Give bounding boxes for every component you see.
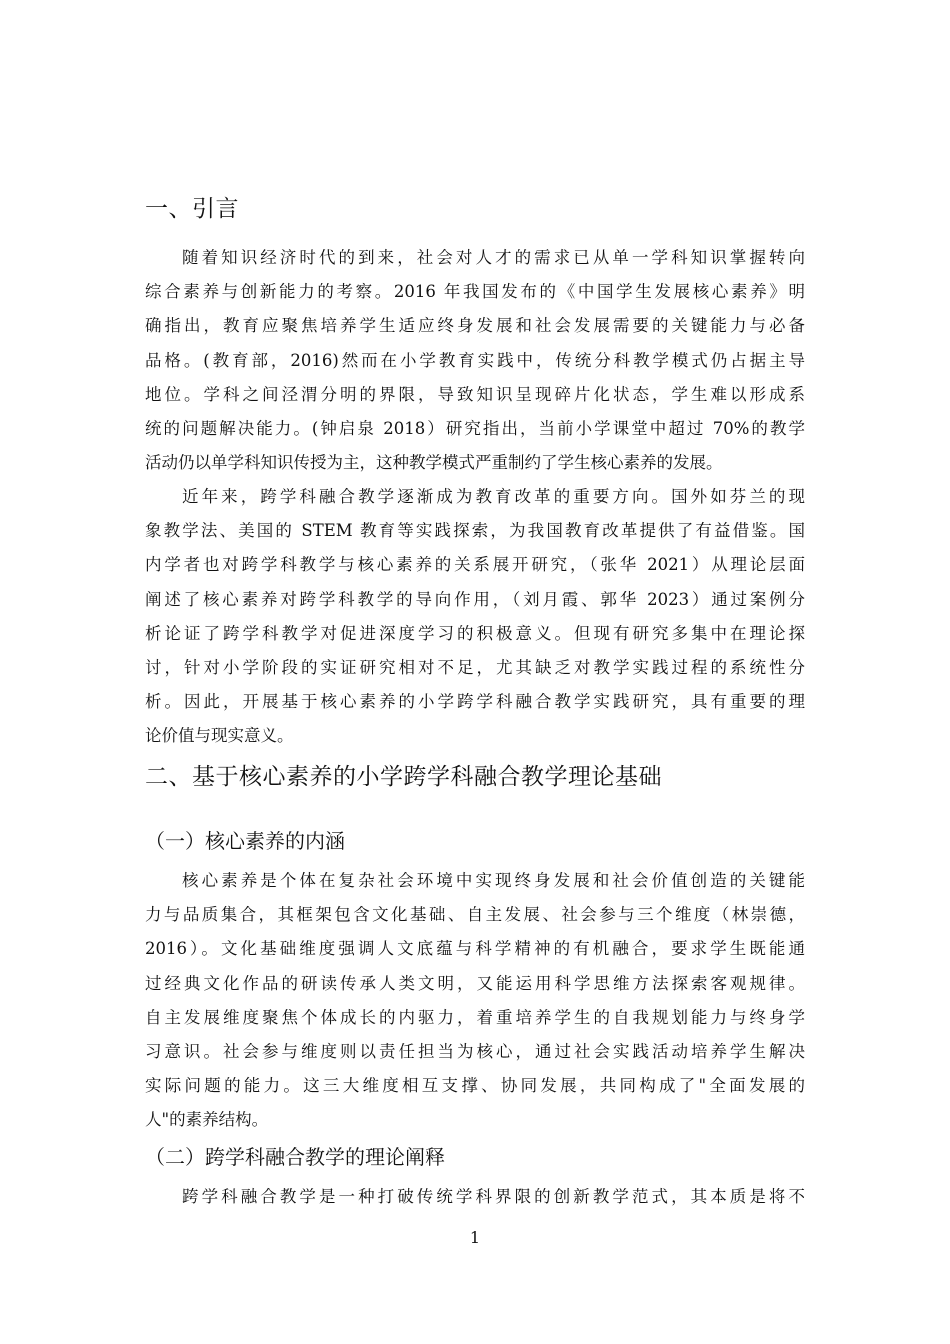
text-line: 统的问题解决能力。(钟启泉 2018）研究指出，当前小学课堂中超过 70%的教学: [145, 418, 805, 438]
text-line: 过经典文化作品的研读传承人类文明，又能运用科学思维方法探索客观规律。: [145, 973, 805, 993]
text-line: 讨，针对小学阶段的实证研究相对不足，尤其缺乏对教学实践过程的系统性分: [145, 657, 805, 677]
text-line: 内学者也对跨学科教学与核心素养的关系展开研究，（张华 2021）从理论层面: [145, 555, 805, 575]
text-line: 跨学科融合教学是一种打破传统学科界限的创新教学范式，其本质是将不: [182, 1187, 805, 1206]
subsection-heading-interdisciplinary: （二）跨学科融合教学的理论阐释: [145, 1145, 445, 1169]
subsection-heading-core-literacy: （一）核心素养的内涵: [145, 829, 345, 853]
text-line: 阐述了核心素养对跨学科教学的导向作用，（刘月霞、郭华 2023）通过案例分: [145, 589, 805, 609]
text-line: 析论证了跨学科教学对促进深度学习的积极意义。但现有研究多集中在理论探: [145, 623, 805, 643]
text-line: 近年来，跨学科融合教学逐渐成为教育改革的重要方向。国外如芬兰的现: [182, 487, 805, 506]
text-line: 随着知识经济时代的到来，社会对人才的需求已从单一学科知识掌握转向: [182, 248, 805, 267]
paragraph-interdisciplinary: [145, 1180, 805, 1214]
text-line: 核心素养是个体在复杂社会环境中实现终身发展和社会价值创造的关键能: [182, 871, 805, 890]
text-line: 习意识。社会参与维度则以责任担当为核心，通过社会实践活动培养学生解决: [145, 1041, 805, 1061]
paragraph-core-literacy: [145, 864, 805, 1138]
text-line: 人"的素养结构。: [145, 1110, 269, 1130]
paragraph-introduction-1: [145, 241, 805, 480]
section-heading-introduction: 一、引言: [145, 196, 239, 222]
text-line: 自主发展维度聚焦个体成长的内驱力，着重培养学生的自我规划能力与终身学: [145, 1007, 805, 1027]
text-line: 析。因此，开展基于核心素养的小学跨学科融合教学实践研究，具有重要的理: [145, 692, 805, 712]
page-number: 1: [469, 1228, 481, 1247]
text-line: 象教学法、美国的 STEM 教育等实践探索，为我国教育改革提供了有益借鉴。国: [145, 521, 805, 541]
text-line: 确指出，教育应聚焦培养学生适应终身发展和社会发展需要的关键能力与必备: [145, 316, 805, 336]
section-heading-theory: 二、基于核心素养的小学跨学科融合教学理论基础: [145, 764, 662, 790]
paragraph-introduction-2: [145, 480, 805, 754]
text-line: 综合素养与创新能力的考察。2016 年我国发布的《中国学生发展核心素养》明: [145, 282, 805, 302]
text-line: 活动仍以单学科知识传授为主，这种教学模式严重制约了学生核心素养的发展。: [145, 453, 723, 473]
text-line: 论价值与现实意义。: [145, 726, 294, 746]
text-line: 力与品质集合，其框架包含文化基础、自主发展、社会参与三个维度（林崇德，: [145, 905, 805, 925]
text-line: 品格。(教育部，2016)然而在小学教育实践中，传统分科教学模式仍占据主导: [145, 350, 805, 370]
text-line: 地位。学科之间泾渭分明的界限，导致知识呈现碎片化状态，学生难以形成系: [145, 384, 805, 404]
text-line: 实际问题的能力。这三大维度相互支撑、协同发展，共同构成了"全面发展的: [145, 1076, 805, 1096]
text-line: 2016）。文化基础维度强调人文底蕴与科学精神的有机融合，要求学生既能通: [145, 939, 805, 959]
